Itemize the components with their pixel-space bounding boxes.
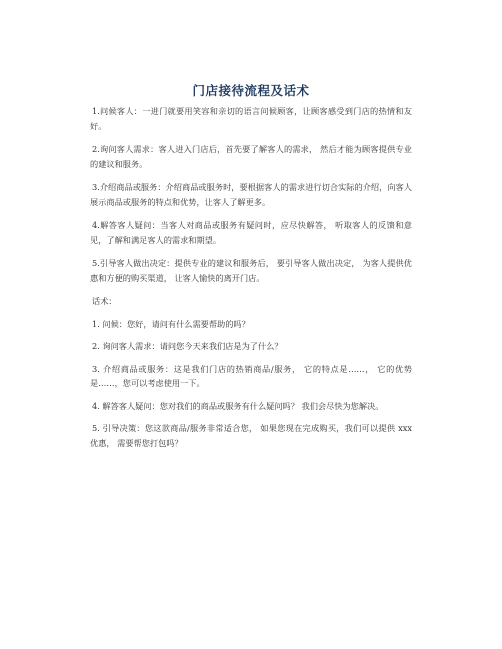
- script-ask-needs: 2. 询问客人需求：请问您今天来我们店是为了什么？: [92, 341, 283, 351]
- paragraph-introduce-products: 3.介绍商品或服务：介绍商品或服务时，要根据客人的需求进行切合实际的介绍，向客人展示商品或服务的特点和优势，让客人了解更多。: [90, 182, 412, 207]
- script-greeting: 1. 问候：您好，请问有什么需要帮助的吗？: [92, 318, 250, 329]
- script-introduce-products: 3. 介绍商品或服务：这是我们门店的热销商品/服务， 它的特点是……， 它的优势是……，您可以考虑使用一下。: [90, 363, 412, 388]
- paragraph-greet-customer: 1.问候客人：一进门就要用笑容和亲切的语言问候顾客，让顾客感受到门店的热情和友好。: [90, 106, 412, 131]
- script-answer-questions: 4. 解答客人疑问：您对我们的商品或服务有什么疑问吗？ 我们会尽快为您解决。: [92, 400, 384, 411]
- scripts-heading: 话术：: [92, 296, 117, 306]
- paragraph-ask-needs: 2.询问客人需求：客人进入门店后，首先要了解客人的需求， 然后才能为顾客提供专业的建议和服务。: [90, 144, 412, 169]
- paragraph-guide-decision: 5.引导客人做出决定：提供专业的建议和服务后， 要引导客人做出决定， 为客人提供优惠和方便的购买渠道， 让客人愉快的离开门店。: [90, 258, 412, 283]
- document-body: [90, 104, 412, 458]
- script-guide-decision: 5. 引导决策：您这款商品/服务非常适合您， 如果您现在完成购买，我们可以提供 xxx 优惠， 需要帮您打包吗？: [90, 423, 412, 448]
- paragraph-answer-questions: 4.解答客人疑问：当客人对商品或服务有疑问时，应尽快解答， 听取客人的反馈和意见，了解和满足客人的需求和期望。: [90, 220, 412, 245]
- document-title: 门店接待流程及话术: [192, 83, 310, 98]
